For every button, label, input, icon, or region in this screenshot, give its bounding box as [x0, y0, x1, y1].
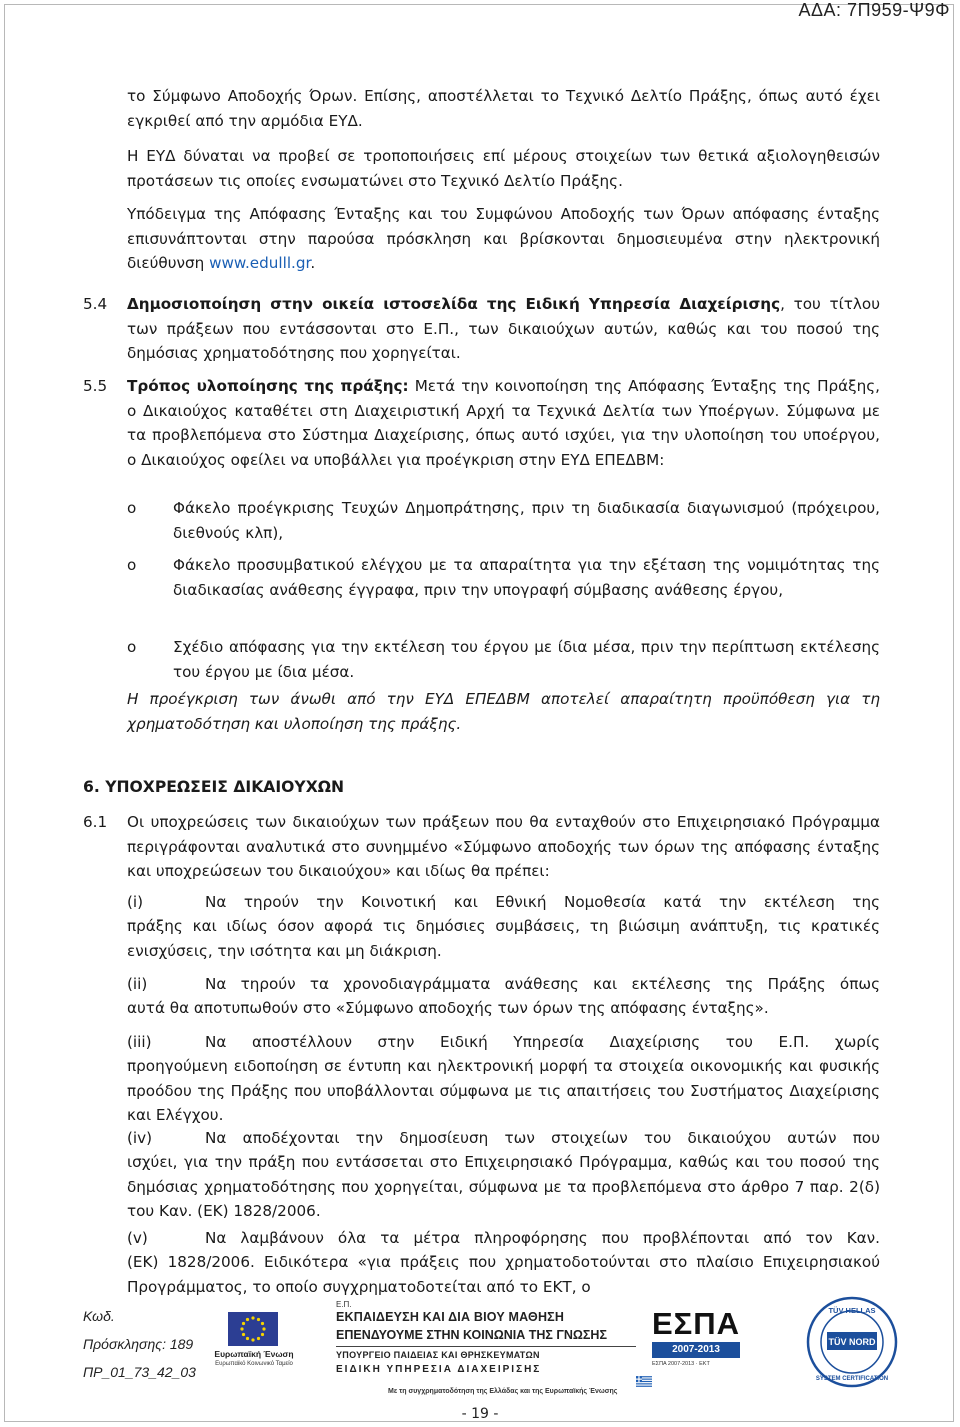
section-5-5-body: Μετά την κοινοποίηση της Απόφασης Ένταξης της Πράξης, ο Δικαιούχος καταθέτει στη Διαχειριστική Αρχή τα Τεχνικά Δελτία των Υποέργων. Σύμφωνα με τα προβλεπόμενα στο Σύστημα Διαχείρισης, όπως αυτό ισχύει, για την υλοποίηση του υποέργου, ο Δικαιούχος οφείλει να υποβάλλει για προέγκριση στην ΕΥΔ ΕΠΕΔΒΜ: [127, 377, 880, 469]
espa-years: 2007-2013 [652, 1342, 740, 1358]
eu-label-main: Ευρωπαϊκή Ένωση [214, 1349, 294, 1359]
bullet-marker: o [127, 499, 137, 517]
section-5-5-text [127, 374, 880, 472]
approval-note: Η προέγκριση των άνωθι από την ΕΥΔ ΕΠΕΔΒΜ αποτελεί απαραίτητη προϋπόθεση για τη χρηματοδότηση και υλοποίηση της πράξης. [127, 690, 880, 733]
bullet-item-1: Φάκελο προέγκρισης Τευχών Δημοπράτησης, πριν τη διαδικασία διαγωνισμού (πρόχειρου, διεθνούς κλπ), [173, 499, 880, 542]
section-5-4-title: Δημοσιοποίηση στην οικεία ιστοσελίδα της Ειδική Υπηρεσία Διαχείρισης [127, 295, 781, 313]
tuv-mid-text: TÜV NORD [828, 1337, 876, 1347]
call-code [83, 1302, 196, 1386]
eu-flag-icon [228, 1312, 278, 1346]
tuv-bottom-text: SYSTEM CERTIFICATION [815, 1376, 889, 1382]
section-5-5-number: 5.5 [83, 377, 108, 395]
edulll-link[interactable]: www.edulll.gr [209, 254, 311, 272]
obligation-text: προηγούμενη ειδοποίηση σε έντυπη και ηλεκτρονική μορφή τα στοιχεία οικονομικής και φυσικής προόδου της Πράξης που υποβάλλονται σύμφωνα με τις απαιτήσεις του Συστήματος Διαχείρισης και Ελέγχου. [127, 1057, 880, 1124]
section-5-5-title: Τρόπος υλοποίησης της πράξης: [127, 377, 409, 395]
intro-paragraph-1: το Σύμφωνο Αποδοχής Όρων. Επίσης, αποστέλλεται το Τεχνικό Δελτίο Πράξης, όπως αυτό έχει εγκριθεί από την αρμόδια ΕΥΔ. [127, 87, 880, 130]
obligation-lead: Να αποστέλλουν στην Ειδική Υπηρεσία Διαχείρισης του Ε.Π. χωρίς [205, 1033, 880, 1051]
call-code-line: Πρόσκλησης: 189 [83, 1336, 194, 1352]
edu-agency: ΕΙΔΙΚΗ ΥΠΗΡΕΣΙΑ ΔΙΑΧΕΙΡΙΣΗΣ [336, 1364, 542, 1375]
call-code-line: Κωδ. [83, 1308, 115, 1324]
obligation-text: αυτά θα αποτυπωθούν στο «Σύμφωνο αποδοχής των όρων της απόφασης ένταξης». [127, 999, 769, 1017]
section-6-1-number: 6.1 [83, 813, 108, 831]
intro-paragraph-3 [127, 202, 880, 276]
cofinance-note: Με τη συγχρηματοδότηση της Ελλάδας και της Ευρωπαϊκής Ένωσης [388, 1388, 618, 1395]
bullet-item-3: Σχέδιο απόφασης για την εκτέλεση του έργου με ίδια μέσα, πριν την περίπτωση εκτέλεσης του έργου με ίδια μέσα. [173, 638, 880, 681]
espa-word: ΕΣΠΑ [652, 1306, 741, 1341]
bullet-item-2: Φάκελο προσυμβατικού ελέγχου με τα απαραίτητα για την εξέταση της νομιμότητας της διαδικασίας ανάθεσης έγγραφα, πριν την υπογραφή σύμβασης ανάθεσης έργου, [173, 556, 880, 599]
edu-ministry: ΥΠΟΥΡΓΕΙΟ ΠΑΙΔΕΙΑΣ ΚΑΙ ΘΡΗΣΚΕΥΜΑΤΩΝ [336, 1350, 540, 1360]
tuv-certification-icon [806, 1296, 898, 1388]
obligation-lead: Να αποδέχονται την δημοσίευση των στοιχείων του δικαιούχου αυτών που [205, 1129, 880, 1147]
eu-label-sub: Ευρωπαϊκό Κοινωνικό Ταμείο [215, 1361, 293, 1367]
section-5-4-number: 5.4 [83, 295, 108, 313]
obligation-label: (ii) [127, 975, 148, 993]
obligation-lead: Να τηρούν τα χρονοδιαγράμματα ανάθεσης και εκτέλεσης της Πράξης όπως [205, 975, 880, 993]
espa-sub: ΕΣΠΑ 2007-2013 · ΕΚΤ [652, 1361, 710, 1367]
obligation-label: (i) [127, 893, 144, 911]
ada-code: ΑΔΑ: 7Π959-Ψ9Φ [798, 0, 950, 20]
edu-logo [336, 1296, 636, 1376]
obligation-label: (iv) [127, 1129, 153, 1147]
intro-paragraph-3-text: Υπόδειγμα της Απόφασης Ένταξης και του Συμφώνου Αποδοχής των Όρων απόφασης ένταξης επισυνάπτονται στην παρούσα πρόσκληση και βρίσκονται δημοσιευμένα στην ηλεκτρονική διεύθυνση [127, 205, 880, 272]
edu-title-1: ΕΚΠΑΙΔΕΥΣΗ ΚΑΙ ΔΙΑ ΒΙΟΥ ΜΑΘΗΣΗ [336, 1310, 565, 1324]
obligation-lead: Να τηρούν την Κοινοτική και Εθνική Νομοθεσία κατά την εκτέλεση της [205, 893, 880, 911]
obligation-lead: Να λαμβάνουν όλα τα μέτρα πληροφόρησης που προβλέπονται από τον Καν. [205, 1229, 880, 1247]
section-6-heading: 6. ΥΠΟΧΡΕΩΣΕΙΣ ΔΙΚΑΙΟΥΧΩΝ [83, 778, 345, 796]
espa-logo [652, 1306, 752, 1376]
tuv-top-text: TÜV HELLAS [828, 1306, 876, 1315]
bullet-marker: o [127, 638, 137, 656]
edu-title-2: ΕΠΕΝΔΥΟΥΜΕ ΣΤΗΝ ΚΟΙΝΩΝΙΑ ΤΗΣ ΓΝΩΣΗΣ [336, 1328, 607, 1342]
obligation-label: (v) [127, 1229, 148, 1247]
obligation-text: (ΕΚ) 1828/2006. Ειδικότερα «για πράξεις που χρηματοδοτούνται στο πλαίσιο Επιχειρησιακού Προγράμματος, το οποίο συγχρηματοδοτείται από το ΕΚΤ, ο [127, 1253, 880, 1296]
obligation-text: ισχύει, για την πράξη που εντάσσεται στο Επιχειρησιακό Πρόγραμμα, καθώς και του ποσού της δημόσιας χρηματοδότησης που χορηγείται, σύμφωνα με τα προβλεπόμενα στο άρθρο 7 παρ. 2(δ) του Καν. (ΕΚ) 1828/2006. [127, 1153, 880, 1220]
intro-paragraph-3-end: . [310, 254, 316, 272]
bullet-marker: o [127, 556, 137, 574]
obligation-text: πράξης και ιδίως όσον αφορά τις δημόσιες συμβάσεις, τη βιώσιμη ανάπτυξη, τις κρατικές ενισχύσεις, την ισότητα και μη διάκριση. [127, 917, 880, 960]
edu-pre: Ε.Π. [336, 1300, 352, 1309]
page-number: - 19 - [461, 1406, 499, 1422]
edu-divider [336, 1346, 636, 1347]
greek-flag-icon [636, 1376, 652, 1387]
section-6-1-intro: Οι υποχρεώσεις των δικαιούχων των πράξεων που θα ενταχθούν στο Επιχειρησιακό Πρόγραμμα περιγράφονται αναλυτικά στο συνημμένο «Σύμφωνο αποδοχής των όρων της απόφασης ένταξης και υποχρεώσεων του δικαιούχου» και ιδίως θα πρέπει: [127, 813, 880, 880]
eu-label [214, 1349, 294, 1369]
obligation-label: (iii) [127, 1033, 152, 1051]
intro-paragraph-2: Η ΕΥΔ δύναται να προβεί σε τροποποιήσεις επί μέρους στοιχείων των θετικά αξιολογηθεισών προτάσεων τις οποίες ενσωματώνει στο Τεχνικό Δελτίο Πράξης. [127, 147, 880, 190]
section-5-4-body: , του τίτλου των πράξεων που εντάσσονται στο Ε.Π., των δικαιούχων αυτών, καθώς και του ποσού της δημόσιας χρηματοδότησης που χορηγείται. [127, 295, 880, 362]
section-5-4-text [127, 292, 880, 366]
call-code-line: ΠΡ_01_73_42_03 [83, 1364, 196, 1380]
footer-logos [214, 1296, 898, 1396]
